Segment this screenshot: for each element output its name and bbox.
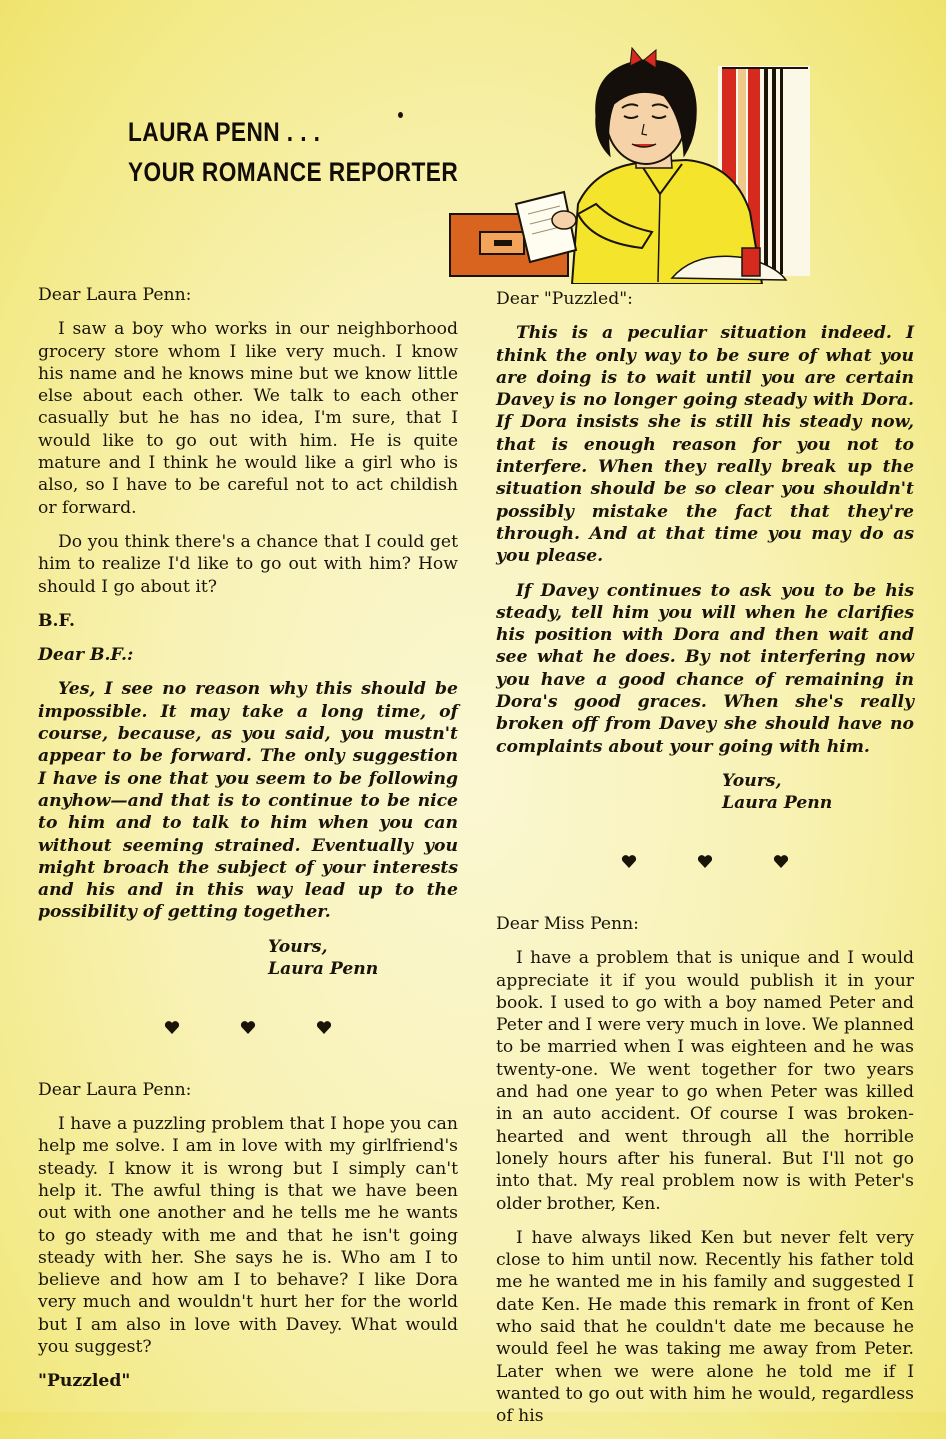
letter2-salutation: Dear Laura Penn:	[38, 1079, 192, 1100]
column-title	[128, 112, 459, 192]
letter2-signature: "Puzzled"	[38, 1371, 131, 1392]
heart-divider	[496, 854, 914, 869]
title-line-2: YOUR ROMANCE REPORTER	[128, 157, 459, 187]
ink-speck	[398, 112, 403, 118]
letter3-paragraph-2: I have always liked Ken but never felt very close to him until now. Recently his father told me he wanted me in his family and suggested I date Ken. He made this remark in front of Ken who said that he couldn't date me because he would feel he was taking me away from Peter. Later when we were alone he told me if I wanted to go out with him he would, regardless of his	[496, 1227, 914, 1427]
heart-icon	[316, 1020, 332, 1035]
heart-icon	[773, 854, 789, 869]
reply2-paragraph-1: This is a peculiar situation indeed. I think the only way to be sure of what you are doing is to wait until you are certain Davey is no longer going steady with Dora. If Dora insists she is still his steady now, that is enough reason for you not to interfere. When they really break up the situation should be so clear you shouldn't possibly mistake the fact that they're through. And at that time you may do as you please.	[496, 323, 914, 567]
reply2-signature: Laura Penn	[722, 792, 833, 813]
laura-penn-illustration	[446, 44, 818, 284]
heart-icon	[164, 1020, 180, 1035]
letter3-paragraph-1: I have a problem that is unique and I would appreciate it if you would publish it in your book. I used to go with a boy named Peter and Peter and I were very much in love. We planned to be married when I was eighteen and he was twenty-one. We went together for two years and had one year to go when Peter was killed in an auto accident. Of course I was broken-hearted and went through all the horrible lonely hours after his funeral. But I'll not go into that. My real problem now is with Peter's older brother, Ken.	[496, 948, 914, 1214]
heart-divider	[38, 1020, 458, 1035]
reply1-closing: Yours,	[268, 936, 328, 957]
heart-icon	[240, 1020, 256, 1035]
letter1-paragraph-2: Do you think there's a chance that I could get him to realize I'd like to go out with him? How should I go about it?	[38, 531, 458, 597]
reply2-paragraph-2: If Davey continues to ask you to be his steady, tell him you will when he clarifies his position with Dora and then wait and see what he does. By not interfering now you have a good chance of remaining in Dora's good graces. When she's really broken off from Davey she should have no complaints about your going with him.	[496, 580, 914, 757]
reply1-signature: Laura Penn	[268, 958, 379, 979]
reply2-signoff	[496, 770, 914, 814]
reply1-salutation: Dear B.F.:	[38, 645, 134, 666]
letter3-salutation: Dear Miss Penn:	[496, 913, 639, 934]
left-column	[38, 284, 458, 1405]
reply2-closing: Yours,	[722, 770, 782, 791]
letter1-paragraph-1: I saw a boy who works in our neighborhood grocery store whom I like very much. I know his name and he knows mine but we know little else about each other. We talk to each other casually but he has no idea, I'm sure, that I would like to go out with him. He is quite mature and I think he would like a girl who is also, so I have to be careful not to act childish or forward.	[38, 319, 458, 518]
letter2-paragraph-1: I have a puzzling problem that I hope you can help me solve. I am in love with my girlfriend's steady. I know it is wrong but I simply can't help it. The awful thing is that we have been out with one another and he tells me he wants to go steady with me and that he isn't going steady with her. She says he is. Who am I to believe and how am I to behave? I like Dora very much and wouldn't hurt her for the world but I am also in love with Davey. What would you suggest?	[38, 1114, 458, 1357]
reply1-signoff	[38, 936, 458, 980]
heart-icon	[697, 854, 713, 869]
letter1-salutation: Dear Laura Penn:	[38, 285, 192, 305]
right-column	[496, 288, 914, 1439]
reply1-paragraph-1: Yes, I see no reason why this should be impossible. It may take a long time, of course, because, as you said, you mustn't appear to be forward. The only suggestion I have is one that you seem to be following anyhow—and that is to continue to be nice to him and to talk to him when you can without seeming strained. Eventually you might broach the subject of your interests and his and in this way lead up to the possibility of getting together.	[38, 679, 458, 923]
reply2-salutation: Dear "Puzzled":	[496, 289, 633, 309]
title-line-1: LAURA PENN . . .	[128, 117, 321, 147]
letter1-signature: B.F.	[38, 610, 75, 631]
heart-icon	[621, 854, 637, 869]
